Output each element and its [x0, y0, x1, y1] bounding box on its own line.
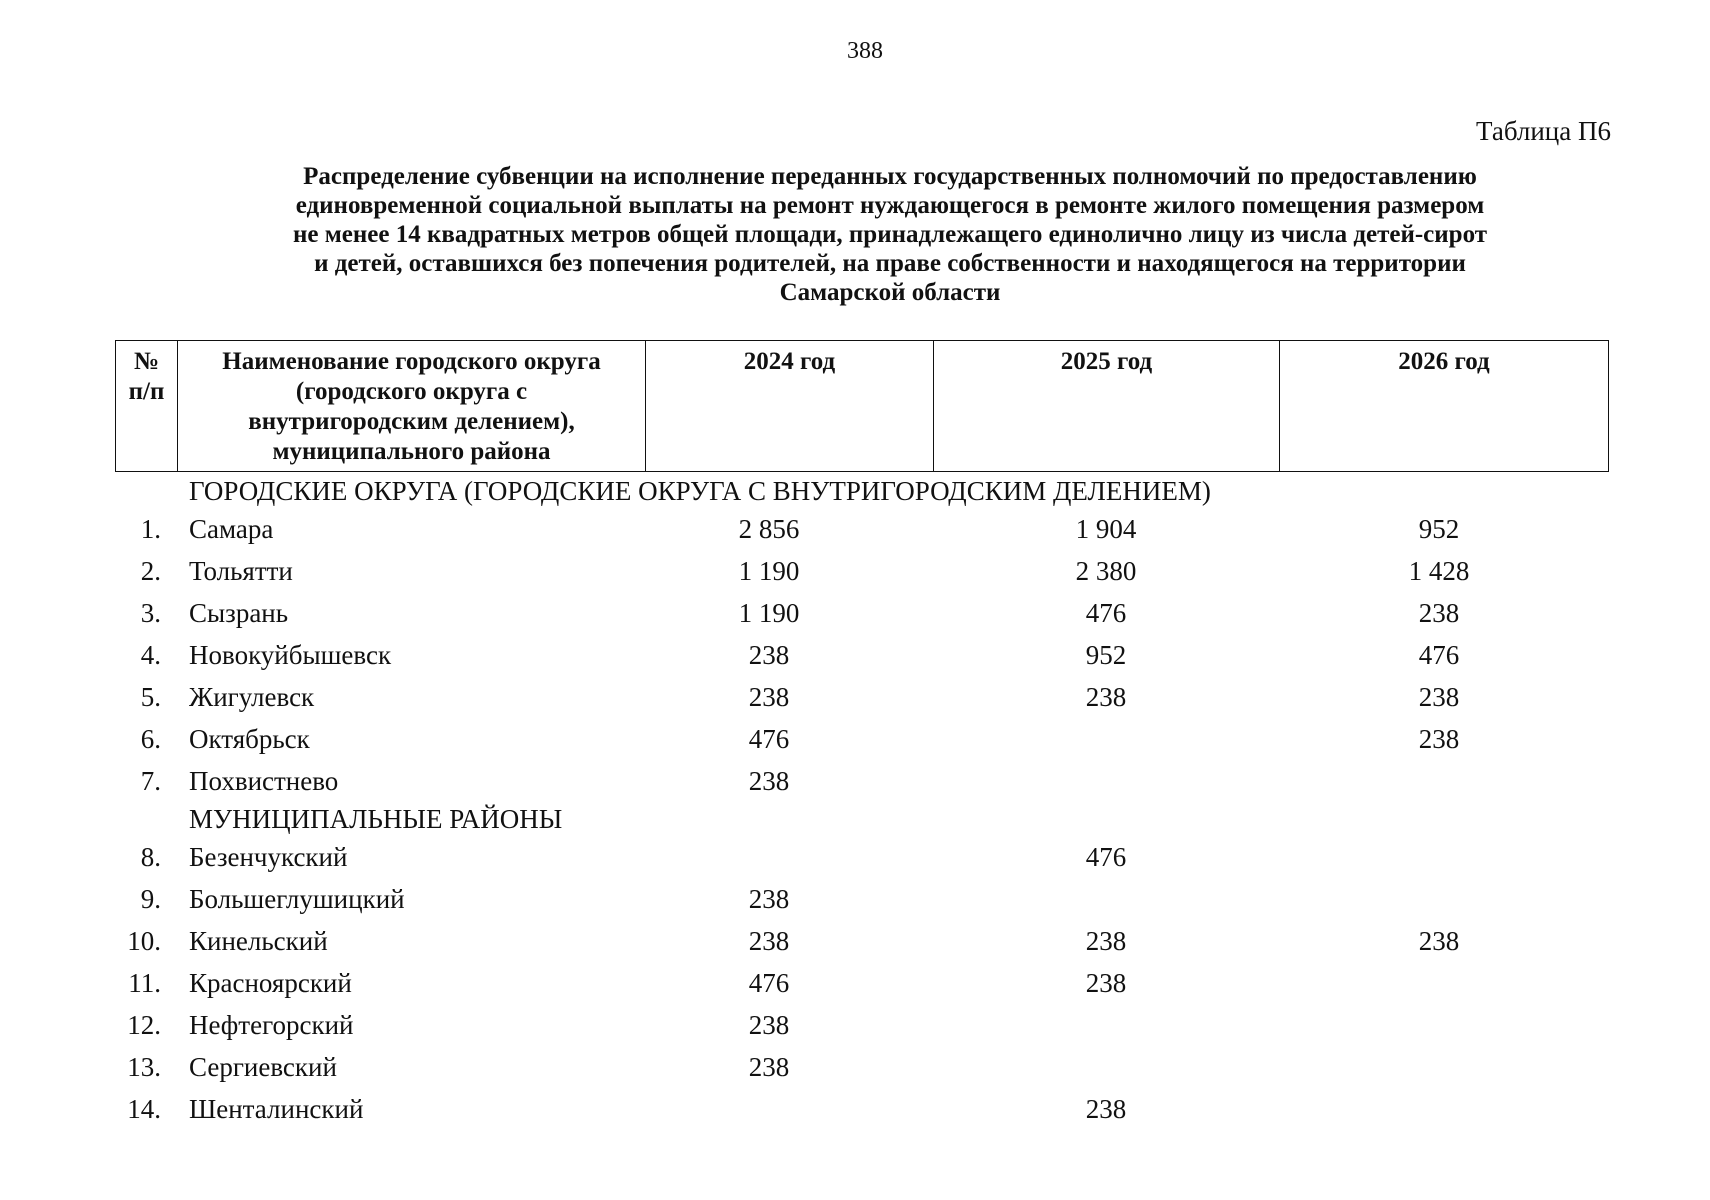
table-row — [115, 550, 1609, 592]
table-row — [115, 878, 1609, 920]
value-2025 — [933, 1004, 1279, 1046]
header-name-line: Наименование городского округа — [222, 348, 601, 375]
value-2024: 238 — [748, 640, 790, 670]
row-number: 11. — [128, 968, 161, 998]
table-row — [115, 634, 1609, 676]
value-2026: 238 — [1418, 598, 1460, 628]
value-2025: 238 — [1085, 1094, 1127, 1124]
value-2025: 2 380 — [1075, 556, 1137, 586]
row-name: Большеглушицкий — [189, 884, 405, 914]
row-number: 8. — [140, 842, 161, 872]
table-row — [115, 1004, 1609, 1046]
header-name-line: внутригородским делением), — [248, 408, 575, 435]
row-number: 7. — [140, 766, 161, 796]
value-2025: 238 — [1085, 926, 1127, 956]
row-name: Кинельский — [189, 926, 328, 956]
value-2026: 476 — [1418, 640, 1460, 670]
row-number: 13. — [127, 1052, 161, 1082]
row-number: 4. — [140, 640, 161, 670]
value-2025 — [933, 760, 1279, 802]
section-heading: ГОРОДСКИЕ ОКРУГА (ГОРОДСКИЕ ОКРУГА С ВНУТРИГОРОДСКИМ ДЕЛЕНИЕМ) — [189, 476, 1211, 506]
row-name: Октябрьск — [189, 724, 310, 754]
row-number: 10. — [127, 926, 161, 956]
value-2026 — [1279, 1088, 1609, 1130]
row-name: Безенчукский — [189, 842, 348, 872]
value-2024: 476 — [748, 968, 790, 998]
value-2025 — [933, 1046, 1279, 1088]
table-row — [115, 676, 1609, 718]
table-row — [115, 962, 1609, 1004]
row-number: 6. — [140, 724, 161, 754]
value-2026: 1 428 — [1408, 556, 1470, 586]
row-name: Жигулевск — [189, 682, 315, 712]
row-number: 5. — [140, 682, 161, 712]
row-name: Новокуйбышевск — [189, 640, 392, 670]
value-2025: 476 — [1085, 598, 1127, 628]
value-2025: 476 — [1085, 842, 1127, 872]
table-row — [115, 920, 1609, 962]
row-name: Сызрань — [189, 598, 289, 628]
value-2024: 238 — [748, 1010, 790, 1040]
table-body — [115, 474, 1609, 1130]
row-number: 1. — [140, 514, 161, 544]
header-number-line: п/п — [128, 378, 165, 405]
row-name: Тольятти — [189, 556, 293, 586]
header-name — [178, 341, 646, 471]
value-2025 — [933, 718, 1279, 760]
table-header — [115, 340, 1609, 472]
table-row — [115, 508, 1609, 550]
value-2026 — [1279, 760, 1609, 802]
value-2026: 238 — [1418, 682, 1460, 712]
table-row — [115, 1088, 1609, 1130]
value-2024 — [645, 1088, 933, 1130]
document-title — [150, 162, 1630, 307]
value-2024: 1 190 — [738, 598, 800, 628]
row-name: Похвистнево — [189, 766, 339, 796]
value-2024: 238 — [748, 1052, 790, 1082]
table-row — [115, 760, 1609, 802]
page-number: 388 — [847, 38, 883, 64]
value-2024: 238 — [748, 884, 790, 914]
row-name: Нефтегорский — [189, 1010, 354, 1040]
value-2026 — [1279, 878, 1609, 920]
table-caption: Таблица П6 — [1476, 116, 1611, 146]
title-line: не менее 14 квадратных метров общей площади, принадлежащего единолично лицу из числа детей-сирот — [292, 221, 1488, 248]
row-name: Красноярский — [189, 968, 352, 998]
title-line: Распределение субвенции на исполнение переданных государственных полномочий по предоставлению — [303, 163, 1477, 190]
row-number: 12. — [127, 1010, 161, 1040]
header-number — [116, 341, 178, 471]
header-2024: 2024 год — [646, 341, 934, 471]
value-2026 — [1279, 1004, 1609, 1046]
value-2026 — [1279, 1046, 1609, 1088]
value-2026: 238 — [1418, 926, 1460, 956]
value-2024: 238 — [748, 766, 790, 796]
table-row — [115, 718, 1609, 760]
header-name-line: муниципального района — [272, 438, 551, 465]
header-2026: 2026 год — [1398, 348, 1490, 375]
header-number-line: № — [133, 348, 160, 375]
value-2025 — [933, 878, 1279, 920]
value-2025: 238 — [1085, 682, 1127, 712]
title-line: единовременной социальной выплаты на ремонт нуждающегося в ремонте жилого помещения размером — [295, 192, 1485, 219]
value-2024: 238 — [748, 926, 790, 956]
row-number: 3. — [140, 598, 161, 628]
row-name: Самара — [189, 514, 274, 544]
header-name-line: (городского округа с — [295, 378, 528, 405]
value-2026: 952 — [1418, 514, 1460, 544]
value-2025: 952 — [1085, 640, 1127, 670]
value-2026: 238 — [1418, 724, 1460, 754]
section-heading: МУНИЦИПАЛЬНЫЕ РАЙОНЫ — [189, 804, 563, 834]
table-row — [115, 1046, 1609, 1088]
row-name: Сергиевский — [189, 1052, 337, 1082]
title-line: Самарской области — [779, 279, 1001, 306]
row-number: 9. — [140, 884, 161, 914]
value-2025: 238 — [1085, 968, 1127, 998]
table-row — [115, 836, 1609, 878]
value-2026 — [1279, 836, 1609, 878]
row-name: Шенталинский — [189, 1094, 364, 1124]
table-row — [115, 592, 1609, 634]
value-2024 — [645, 836, 933, 878]
value-2024: 476 — [748, 724, 790, 754]
value-2024: 1 190 — [738, 556, 800, 586]
title-line: и детей, оставшихся без попечения родителей, на праве собственности и находящегося на территории — [314, 250, 1466, 277]
row-number: 14. — [127, 1094, 161, 1124]
header-2025: 2025 год — [934, 341, 1280, 471]
row-number: 2. — [140, 556, 161, 586]
value-2026 — [1279, 962, 1609, 1004]
value-2024: 238 — [748, 682, 790, 712]
value-2025: 1 904 — [1075, 514, 1137, 544]
value-2024: 2 856 — [738, 514, 800, 544]
